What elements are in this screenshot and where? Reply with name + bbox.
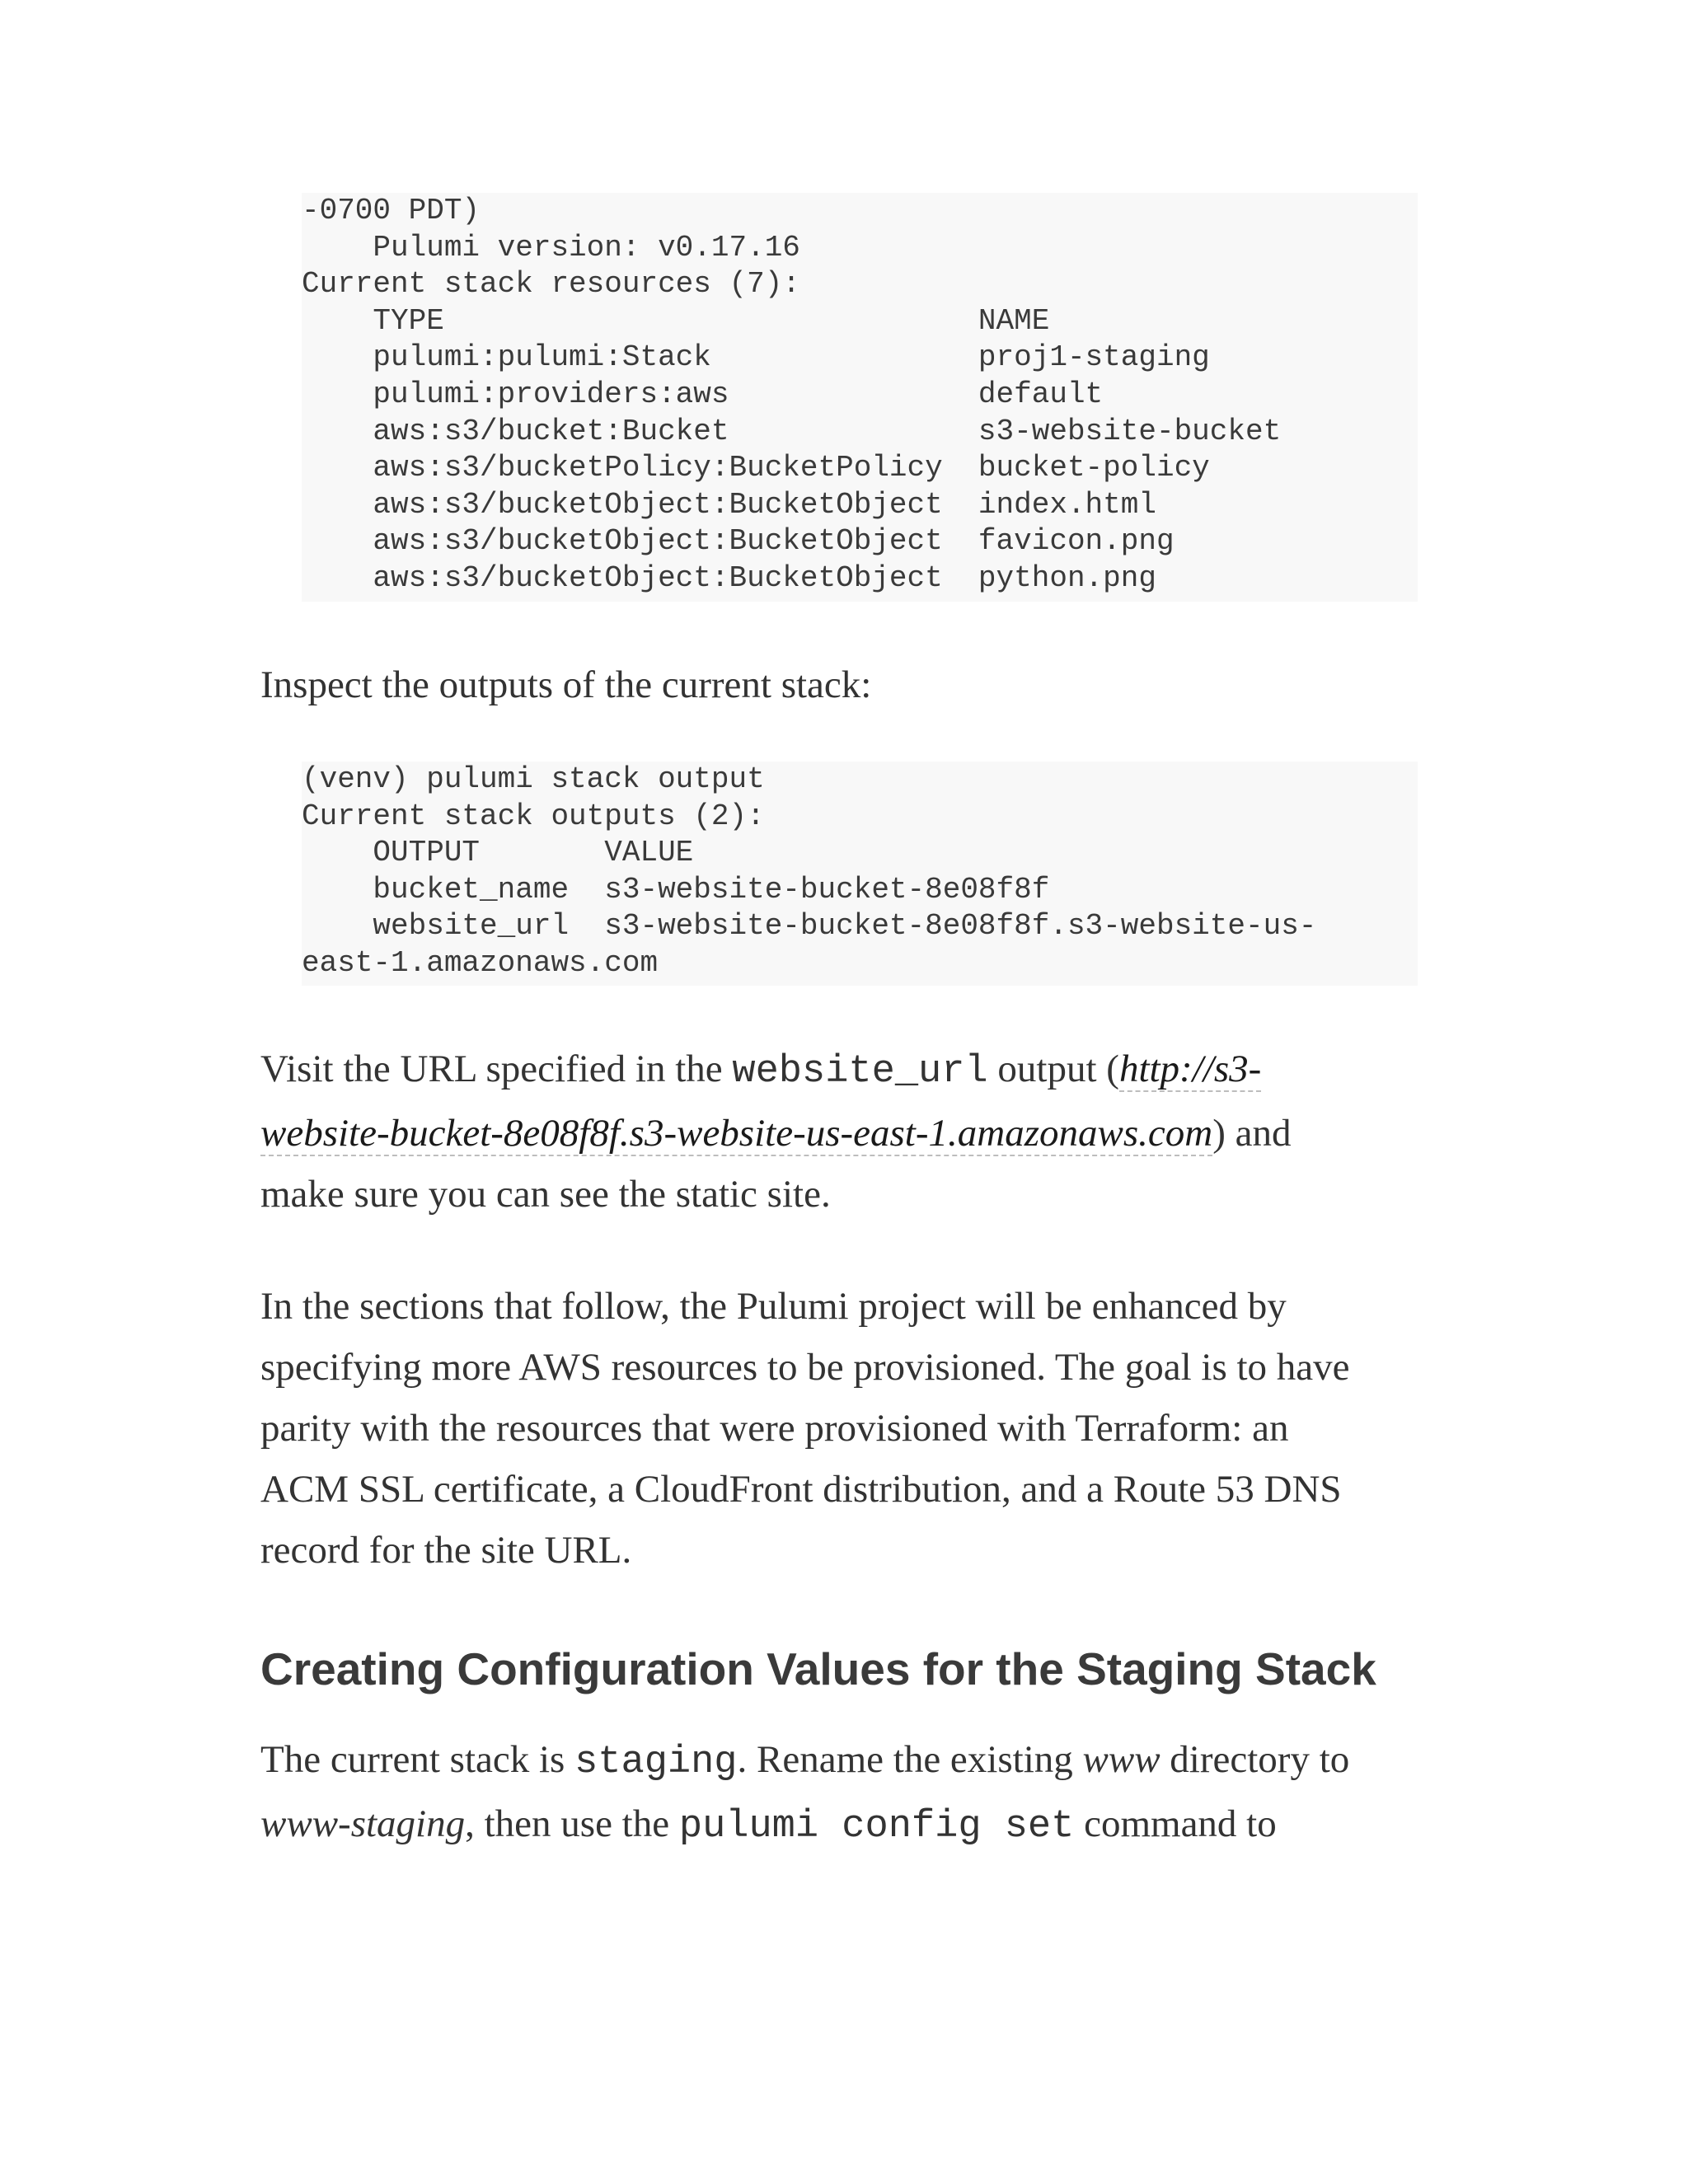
code-line: aws:s3/bucketObject:BucketObject favicon.png: [302, 524, 1175, 559]
code-line: Pulumi version: v0.17.16: [302, 230, 800, 265]
code-line: aws:s3/bucketObject:BucketObject python.png: [302, 560, 1156, 595]
current-stack-paragraph: The current stack is staging. Rename the existing www directory to www-staging, then use the pulumi config set command to: [260, 1738, 1350, 1849]
code-line: (venv) pulumi stack output: [302, 762, 765, 796]
inline-code: website_url: [732, 1050, 988, 1094]
text: output (: [987, 1047, 1119, 1090]
sections-paragraph: In the sections that follow, the Pulumi project will be enhanced by specifying more AWS resources to be provisioned. The goal is to have parity with the resources that were provisioned with Terraform: an ACM SSL certificate, a CloudFront distribution, and a Route 53 DNS record for the site URL.: [260, 1285, 1350, 1572]
code-line: east-1.amazonaws.com: [302, 945, 659, 980]
visit-url-paragraph: [260, 1038, 1418, 1225]
code-line: pulumi:providers:aws default: [302, 377, 1104, 411]
inspect-outputs-paragraph: Inspect the outputs of the current stack:: [260, 663, 872, 706]
inline-code: pulumi config set: [678, 1805, 1075, 1849]
website-url-link[interactable]: http://s3- website-bucket-8e08f8f.s3-website-us-east-1.amazonaws.com: [260, 1047, 1262, 1155]
stack-resources-code-block: [302, 193, 1418, 602]
text: make sure you can see the static site.: [260, 1173, 831, 1216]
code-line: Current stack resources (7):: [302, 267, 800, 302]
text: Visit the URL specified in the: [260, 1047, 733, 1090]
inline-code: staging: [574, 1741, 738, 1784]
emphasis: www: [1082, 1738, 1160, 1781]
code-line: aws:s3/bucketObject:BucketObject index.html: [302, 487, 1156, 522]
code-line: OUTPUT VALUE: [302, 836, 694, 870]
code-line: aws:s3/bucket:Bucket s3-website-bucket: [302, 414, 1282, 448]
code-line: pulumi:pulumi:Stack proj1-staging: [302, 340, 1210, 375]
emphasis: www-staging: [260, 1802, 466, 1845]
code-line: website_url s3-website-bucket-8e08f8f.s3-website-us-: [302, 909, 1317, 944]
code-line: -0700 PDT): [302, 194, 481, 227]
code-line: TYPE NAME: [302, 303, 1050, 338]
code-line: aws:s3/bucketPolicy:BucketPolicy bucket-policy: [302, 451, 1210, 485]
code-line: Current stack outputs (2):: [302, 799, 765, 833]
code-line: bucket_name s3-website-bucket-8e08f8f: [302, 872, 1050, 907]
section-heading: Creating Configuration Values for the Staging Stack: [260, 1643, 1376, 1694]
text: ) and: [1212, 1112, 1292, 1155]
stack-output-code-block: [302, 762, 1418, 986]
